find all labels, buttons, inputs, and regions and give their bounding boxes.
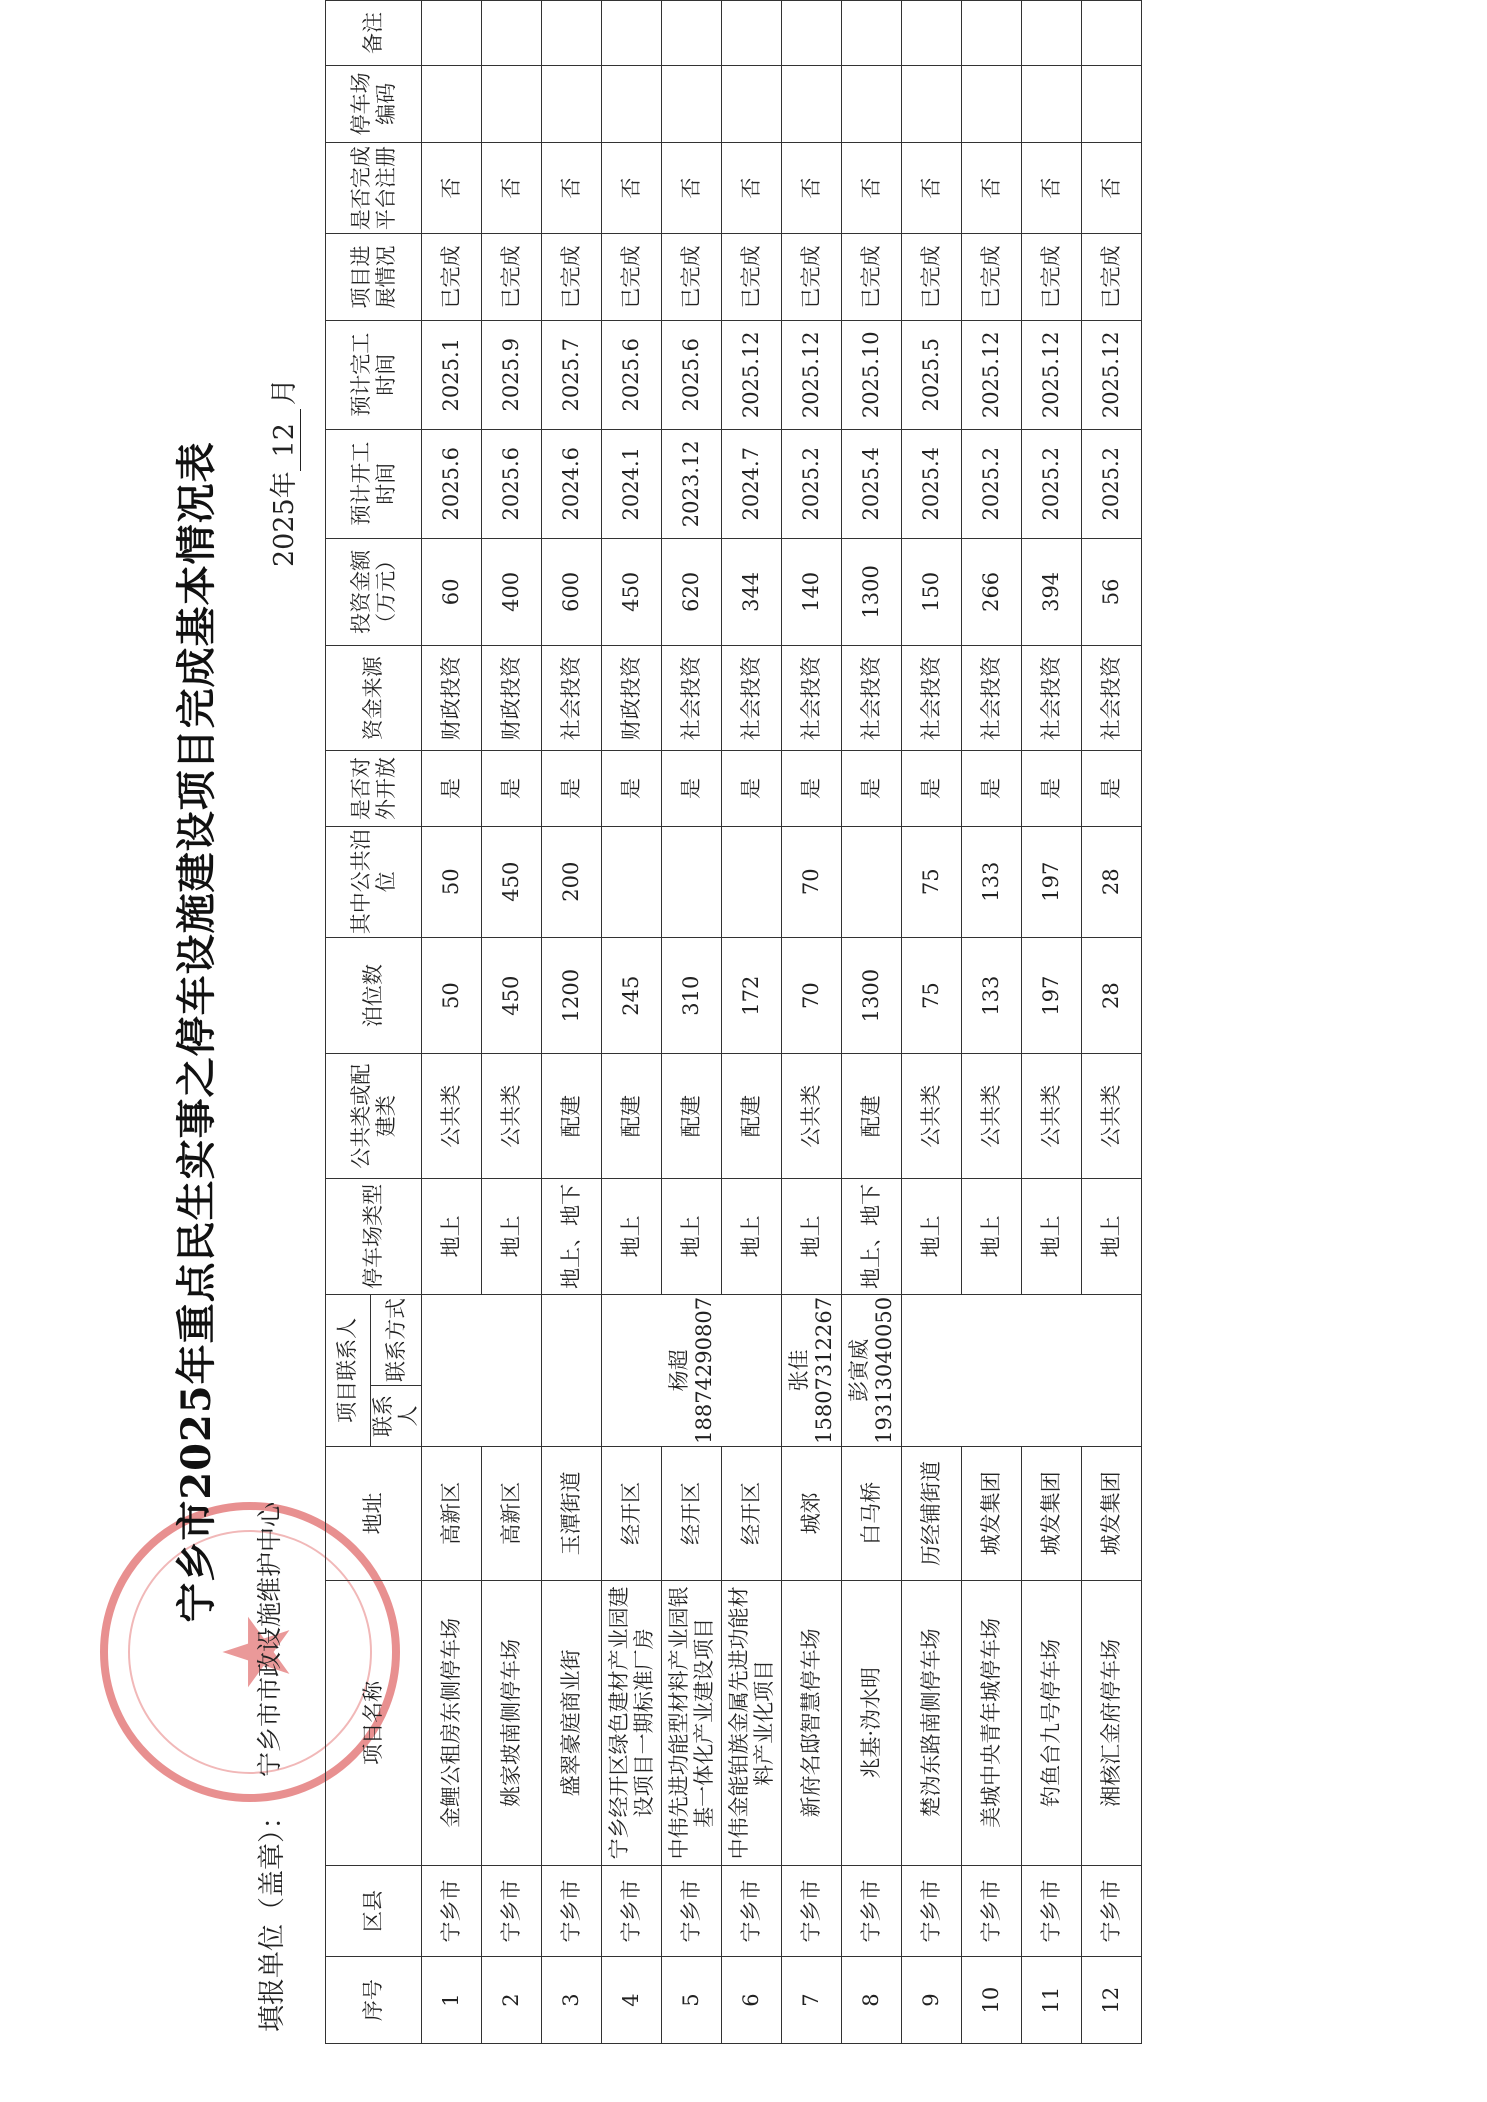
cell-contact-empty: [902, 1294, 1142, 1446]
cell-spaces: 133: [962, 937, 1022, 1054]
cell-parking-type: 地上、地下: [542, 1178, 602, 1294]
cell-address: 玉潭街道: [542, 1446, 602, 1580]
report-month-suffix: 月: [269, 378, 300, 406]
cell-no: 6: [722, 1957, 782, 2044]
cell-fund-source: 社会投资: [722, 645, 782, 750]
cell-spaces: 172: [722, 937, 782, 1054]
cell-investment: 620: [662, 538, 722, 645]
cell-parking-type: 地上: [482, 1178, 542, 1294]
cell-open: 是: [542, 751, 602, 826]
cell-spaces: 75: [902, 937, 962, 1054]
cell-start: 2025.4: [842, 429, 902, 538]
table-row: [542, 1, 602, 2044]
cell-name: 盛翠豪庭商业街: [542, 1580, 602, 1865]
header-investment: 投资金额（万元）: [326, 538, 422, 645]
cell-district: 宁乡市: [1082, 1865, 1142, 1956]
table-row: [482, 1, 542, 2044]
cell-investment: 266: [962, 538, 1022, 645]
report-period: [262, 378, 301, 567]
table-row: [1022, 1, 1082, 2044]
cell-fund-source: 社会投资: [1082, 645, 1142, 750]
cell-remarks: [602, 1, 662, 66]
cell-remarks: [722, 1, 782, 66]
cell-district: 宁乡市: [902, 1865, 962, 1956]
cell-spaces: 50: [422, 937, 482, 1054]
reporting-unit-name: 宁乡市市政设施维护中心: [255, 1501, 284, 1777]
cell-progress: 已完成: [602, 234, 662, 321]
cell-parking-type: 地上: [1082, 1178, 1142, 1294]
cell-progress: 已完成: [1082, 234, 1142, 321]
cell-public-spaces: 200: [542, 826, 602, 937]
header-spaces: 泊位数: [326, 937, 422, 1054]
cell-remarks: [422, 1, 482, 66]
cell-category: 配建: [842, 1054, 902, 1178]
cell-finish: 2025.6: [662, 320, 722, 429]
cell-fund-source: 社会投资: [782, 645, 842, 750]
cell-open: 是: [902, 751, 962, 826]
header-registered: 是否完成平台注册: [326, 142, 422, 233]
cell-investment: 400: [482, 538, 542, 645]
cell-fund-source: 财政投资: [602, 645, 662, 750]
cell-public-spaces: 197: [1022, 826, 1082, 937]
cell-investment: 1300: [842, 538, 902, 645]
cell-finish: 2025.9: [482, 320, 542, 429]
header-address: 地址: [326, 1446, 422, 1580]
cell-fund-source: 财政投资: [482, 645, 542, 750]
cell-no: 1: [422, 1957, 482, 2044]
cell-address: 城发集团: [1022, 1446, 1082, 1580]
cell-spaces: 70: [782, 937, 842, 1054]
cell-registered: 否: [842, 142, 902, 233]
cell-parking-code: [842, 65, 902, 142]
contact-b-name: 张佳: [786, 1349, 811, 1392]
cell-parking-code: [1022, 65, 1082, 142]
cell-open: 是: [1022, 751, 1082, 826]
cell-investment: 140: [782, 538, 842, 645]
cell-parking-code: [482, 65, 542, 142]
table-row: [662, 1, 722, 2044]
cell-category: 配建: [662, 1054, 722, 1178]
cell-district: 宁乡市: [662, 1865, 722, 1956]
cell-investment: 56: [1082, 538, 1142, 645]
cell-district: 宁乡市: [1022, 1865, 1082, 1956]
cell-finish: 2025.12: [962, 320, 1022, 429]
header-contact-phone: 联系方式: [371, 1294, 422, 1385]
cell-category: 配建: [722, 1054, 782, 1178]
cell-no: 5: [662, 1957, 722, 2044]
cell-registered: 否: [662, 142, 722, 233]
contact-a-name: 杨超: [666, 1349, 691, 1392]
cell-registered: 否: [542, 142, 602, 233]
header-progress: 项目进展情况: [326, 234, 422, 321]
cell-parking-type: 地上: [1022, 1178, 1082, 1294]
table-row: [602, 1, 662, 2044]
header-fund-source: 资金来源: [326, 645, 422, 750]
cell-remarks: [542, 1, 602, 66]
cell-district: 宁乡市: [782, 1865, 842, 1956]
cell-parking-code: [1082, 65, 1142, 142]
header-parking-type: 停车场类型: [326, 1178, 422, 1294]
cell-address: 白马桥: [842, 1446, 902, 1580]
cell-address: 高新区: [482, 1446, 542, 1580]
cell-contact-b: [782, 1294, 842, 1446]
cell-open: 是: [602, 751, 662, 826]
header-district: 区县: [326, 1865, 422, 1956]
header-public-spaces: 其中公共泊位: [326, 826, 422, 937]
cell-remarks: [482, 1, 542, 66]
cell-district: 宁乡市: [842, 1865, 902, 1956]
cell-start: 2025.2: [962, 429, 1022, 538]
cell-public-spaces: 450: [482, 826, 542, 937]
cell-parking-type: 地上、地下: [842, 1178, 902, 1294]
cell-parking-code: [902, 65, 962, 142]
cell-investment: 600: [542, 538, 602, 645]
cell-remarks: [1082, 1, 1142, 66]
cell-name: 中伟金能铂族金属先进功能材料产业化项目: [722, 1580, 782, 1865]
cell-start: 2024.6: [542, 429, 602, 538]
cell-fund-source: 财政投资: [422, 645, 482, 750]
cell-public-spaces: [662, 826, 722, 937]
cell-progress: 已完成: [482, 234, 542, 321]
cell-category: 公共类: [422, 1054, 482, 1178]
cell-parking-code: [602, 65, 662, 142]
cell-no: 12: [1082, 1957, 1142, 2044]
cell-start: 2023.12: [662, 429, 722, 538]
cell-finish: 2025.12: [1082, 320, 1142, 429]
report-year: 2025年: [269, 471, 300, 567]
cell-no: 3: [542, 1957, 602, 2044]
cell-parking-code: [542, 65, 602, 142]
cell-public-spaces: 50: [422, 826, 482, 937]
cell-parking-type: 地上: [422, 1178, 482, 1294]
projects-table: [325, 0, 1142, 2044]
cell-parking-type: 地上: [962, 1178, 1022, 1294]
cell-no: 7: [782, 1957, 842, 2044]
cell-progress: 已完成: [1022, 234, 1082, 321]
cell-start: 2024.1: [602, 429, 662, 538]
cell-start: 2025.2: [782, 429, 842, 538]
cell-investment: 344: [722, 538, 782, 645]
cell-address: 城发集团: [962, 1446, 1022, 1580]
cell-no: 11: [1022, 1957, 1082, 2044]
cell-remarks: [782, 1, 842, 66]
cell-remarks: [662, 1, 722, 66]
cell-contact-empty: [422, 1294, 542, 1446]
cell-no: 4: [602, 1957, 662, 2044]
header-contact-person: 联系人: [371, 1386, 422, 1447]
cell-progress: 已完成: [902, 234, 962, 321]
cell-parking-type: 地上: [902, 1178, 962, 1294]
cell-name: 姚家坡南侧停车场: [482, 1580, 542, 1865]
table-row: [422, 1, 482, 2044]
cell-no: 10: [962, 1957, 1022, 2044]
cell-name: 中伟先进功能型材料产业园银基一体化产业建设项目: [662, 1580, 722, 1865]
cell-parking-type: 地上: [662, 1178, 722, 1294]
cell-parking-code: [662, 65, 722, 142]
contact-a-phone: 18874290807: [691, 1296, 716, 1444]
cell-registered: 否: [1082, 142, 1142, 233]
cell-spaces: 197: [1022, 937, 1082, 1054]
cell-investment: 450: [602, 538, 662, 645]
cell-district: 宁乡市: [962, 1865, 1022, 1956]
cell-address: 经开区: [722, 1446, 782, 1580]
cell-progress: 已完成: [422, 234, 482, 321]
cell-district: 宁乡市: [482, 1865, 542, 1956]
cell-parking-code: [722, 65, 782, 142]
cell-parking-code: [782, 65, 842, 142]
document-title: 宁乡市2025年重点民生实事之停车设施建设项目完成基本情况表: [173, 441, 220, 1623]
cell-registered: 否: [782, 142, 842, 233]
contact-c-phone: 19313040050: [871, 1296, 896, 1444]
report-month: 12: [269, 409, 301, 471]
cell-remarks: [1022, 1, 1082, 66]
cell-finish: 2025.7: [542, 320, 602, 429]
seal-star-icon: ★: [204, 1610, 311, 1694]
cell-fund-source: 社会投资: [962, 645, 1022, 750]
cell-no: 9: [902, 1957, 962, 2044]
cell-contact-c: [842, 1294, 902, 1446]
cell-open: 是: [722, 751, 782, 826]
cell-parking-type: 地上: [602, 1178, 662, 1294]
cell-district: 宁乡市: [542, 1865, 602, 1956]
cell-name: 金鲤公租房东侧停车场: [422, 1580, 482, 1865]
table-row: [722, 1, 782, 2044]
cell-address: 高新区: [422, 1446, 482, 1580]
cell-start: 2025.6: [482, 429, 542, 538]
cell-finish: 2025.1: [422, 320, 482, 429]
cell-open: 是: [962, 751, 1022, 826]
cell-name: 钓鱼台九号停车场: [1022, 1580, 1082, 1865]
cell-finish: 2025.12: [722, 320, 782, 429]
header-open: 是否对外开放: [326, 751, 422, 826]
cell-finish: 2025.5: [902, 320, 962, 429]
cell-public-spaces: [602, 826, 662, 937]
cell-finish: 2025.12: [1022, 320, 1082, 429]
header-no: 序号: [326, 1957, 422, 2044]
cell-registered: 否: [722, 142, 782, 233]
header-contact-group: 项目联系人: [326, 1294, 371, 1446]
cell-parking-code: [962, 65, 1022, 142]
cell-parking-code: [422, 65, 482, 142]
cell-public-spaces: 133: [962, 826, 1022, 937]
cell-finish: 2025.12: [782, 320, 842, 429]
cell-registered: 否: [962, 142, 1022, 233]
table-row: [782, 1, 842, 2044]
cell-category: 公共类: [482, 1054, 542, 1178]
cell-registered: 否: [902, 142, 962, 233]
reporting-unit-label: 填报单位（盖章）：: [257, 1802, 288, 2032]
cell-fund-source: 社会投资: [842, 645, 902, 750]
cell-spaces: 1300: [842, 937, 902, 1054]
table-row: [902, 1, 962, 2044]
cell-fund-source: 社会投资: [1022, 645, 1082, 750]
cell-parking-type: 地上: [722, 1178, 782, 1294]
cell-public-spaces: [842, 826, 902, 937]
cell-parking-type: 地上: [782, 1178, 842, 1294]
table-header-row: [326, 1, 371, 2044]
table-row: [962, 1, 1022, 2044]
header-finish: 预计完工时间: [326, 320, 422, 429]
cell-name: 楚沩东路南侧停车场: [902, 1580, 962, 1865]
header-parking-code: 停车场编码: [326, 65, 422, 142]
cell-open: 是: [1082, 751, 1142, 826]
cell-registered: 否: [1022, 142, 1082, 233]
cell-contact-empty: [542, 1294, 602, 1446]
cell-address: 历经铺街道: [902, 1446, 962, 1580]
cell-open: 是: [482, 751, 542, 826]
cell-public-spaces: 28: [1082, 826, 1142, 937]
cell-category: 公共类: [902, 1054, 962, 1178]
cell-name: 宁乡经开区绿色建材产业园建设项目一期标准厂房: [602, 1580, 662, 1865]
cell-open: 是: [422, 751, 482, 826]
cell-category: 公共类: [782, 1054, 842, 1178]
cell-public-spaces: 70: [782, 826, 842, 937]
cell-category: 公共类: [1082, 1054, 1142, 1178]
contact-c-name: 彭寅威: [846, 1338, 871, 1402]
cell-open: 是: [782, 751, 842, 826]
cell-public-spaces: 75: [902, 826, 962, 937]
cell-progress: 已完成: [542, 234, 602, 321]
cell-fund-source: 社会投资: [902, 645, 962, 750]
cell-registered: 否: [602, 142, 662, 233]
cell-investment: 150: [902, 538, 962, 645]
cell-spaces: 1200: [542, 937, 602, 1054]
cell-investment: 394: [1022, 538, 1082, 645]
cell-name: 美城中央青年城停车场: [962, 1580, 1022, 1865]
cell-spaces: 245: [602, 937, 662, 1054]
cell-address: 城郊: [782, 1446, 842, 1580]
cell-start: 2025.4: [902, 429, 962, 538]
cell-address: 经开区: [602, 1446, 662, 1580]
cell-remarks: [962, 1, 1022, 66]
cell-start: 2025.6: [422, 429, 482, 538]
cell-name: 兆基·沩水明: [842, 1580, 902, 1865]
cell-start: 2025.2: [1022, 429, 1082, 538]
cell-start: 2025.2: [1082, 429, 1142, 538]
cell-progress: 已完成: [962, 234, 1022, 321]
cell-category: 公共类: [962, 1054, 1022, 1178]
cell-no: 8: [842, 1957, 902, 2044]
cell-fund-source: 社会投资: [662, 645, 722, 750]
cell-category: 公共类: [1022, 1054, 1082, 1178]
cell-name: 湘核汇金府停车场: [1082, 1580, 1142, 1865]
cell-fund-source: 社会投资: [542, 645, 602, 750]
header-category: 公共类或配建类: [326, 1054, 422, 1178]
cell-spaces: 450: [482, 937, 542, 1054]
cell-progress: 已完成: [722, 234, 782, 321]
cell-address: 城发集团: [1082, 1446, 1142, 1580]
cell-address: 经开区: [662, 1446, 722, 1580]
cell-contact-a: [602, 1294, 782, 1446]
cell-open: 是: [662, 751, 722, 826]
cell-district: 宁乡市: [722, 1865, 782, 1956]
header-start: 预计开工时间: [326, 429, 422, 538]
cell-finish: 2025.10: [842, 320, 902, 429]
cell-category: 配建: [542, 1054, 602, 1178]
contact-b-phone: 15807312267: [811, 1296, 836, 1444]
cell-investment: 60: [422, 538, 482, 645]
cell-public-spaces: [722, 826, 782, 937]
cell-start: 2024.7: [722, 429, 782, 538]
cell-remarks: [842, 1, 902, 66]
header-name: 项目名称: [326, 1580, 422, 1865]
cell-registered: 否: [422, 142, 482, 233]
cell-name: 新府名邸智慧停车场: [782, 1580, 842, 1865]
cell-spaces: 310: [662, 937, 722, 1054]
cell-progress: 已完成: [662, 234, 722, 321]
cell-progress: 已完成: [842, 234, 902, 321]
cell-district: 宁乡市: [422, 1865, 482, 1956]
table-row: [842, 1, 902, 2044]
cell-progress: 已完成: [782, 234, 842, 321]
cell-spaces: 28: [1082, 937, 1142, 1054]
header-remarks: 备注: [326, 1, 422, 66]
cell-registered: 否: [482, 142, 542, 233]
table-row: [1082, 1, 1142, 2044]
cell-district: 宁乡市: [602, 1865, 662, 1956]
cell-category: 配建: [602, 1054, 662, 1178]
cell-remarks: [902, 1, 962, 66]
cell-finish: 2025.6: [602, 320, 662, 429]
cell-open: 是: [842, 751, 902, 826]
cell-no: 2: [482, 1957, 542, 2044]
